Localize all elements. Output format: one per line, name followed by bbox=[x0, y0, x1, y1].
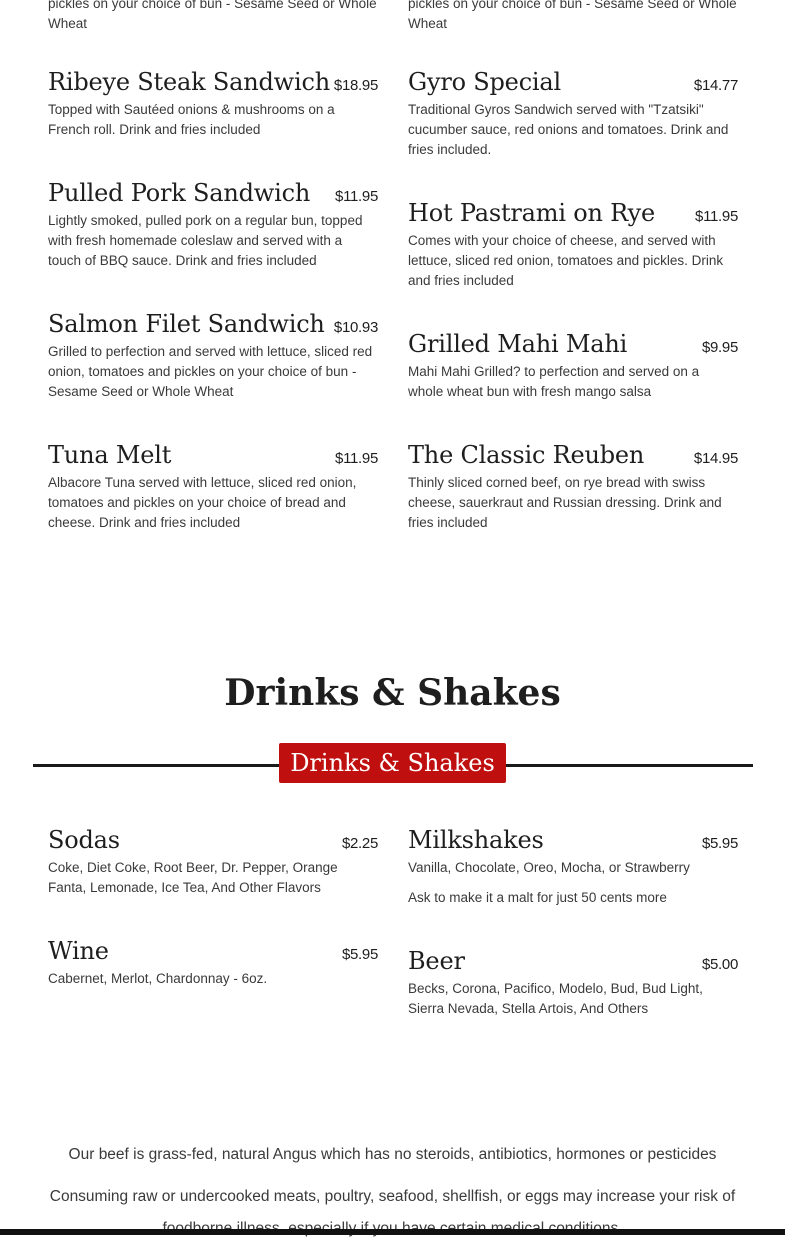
item-price: $2.25 bbox=[341, 835, 378, 852]
item-name: Milkshakes bbox=[408, 826, 544, 854]
footer-note-beef: Our beef is grass-fed, natural Angus which has no steroids, antibiotics, hormones or pesticides bbox=[68, 1146, 717, 1163]
item-name: Sodas bbox=[48, 826, 120, 854]
item-price: $10.93 bbox=[333, 319, 378, 336]
item-name: Grilled Mahi Mahi bbox=[408, 330, 628, 358]
menu-item bbox=[48, 309, 378, 402]
menu-item bbox=[48, 67, 378, 140]
item-price: $14.95 bbox=[693, 450, 738, 467]
menu-item bbox=[408, 198, 738, 291]
item-name: The Classic Reuben bbox=[408, 441, 645, 469]
menu-item bbox=[408, 946, 738, 1019]
item-price: $14.77 bbox=[693, 77, 738, 94]
menu-item bbox=[48, 936, 378, 989]
menu-item bbox=[48, 440, 378, 533]
footer-note-health-warning: Consuming raw or undercooked meats, poultry, seafood, shellfish, or eggs may increase your risk of bbox=[49, 1188, 736, 1205]
menu-item bbox=[408, 329, 738, 402]
item-description: Grilled to perfection and served with lettuce, sliced red onion, tomatoes and pickles on your choice of bun - Sesame Seed or Whole Wheat bbox=[48, 344, 373, 399]
item-price: $18.95 bbox=[333, 77, 378, 94]
menu-item bbox=[408, 825, 738, 908]
item-description: Comes with your choice of cheese, and served with lettuce, sliced red onion, tomatoes and pickles. Drink and fries included bbox=[408, 233, 724, 288]
item-description: Thinly sliced corned beef, on rye bread with swiss cheese, sauerkraut and Russian dressing. Drink and fries included bbox=[408, 475, 722, 530]
item-name: Ribeye Steak Sandwich bbox=[48, 68, 330, 96]
item-description: Traditional Gyros Sandwich served with "Tzatsiki" cucumber sauce, red onions and tomatoes. Drink and fries included. bbox=[408, 102, 729, 157]
item-description: Topped with Sautéed onions & mushrooms on a French roll. Drink and fries included bbox=[48, 102, 335, 137]
item-price: $5.95 bbox=[701, 835, 738, 852]
item-description-fragment: pickles on your choice of bun - Sesame Seed or Whole Wheat bbox=[408, 0, 737, 31]
item-name: Wine bbox=[48, 937, 109, 965]
item-description: Mahi Mahi Grilled? to perfection and served on a whole wheat bun with fresh mango salsa bbox=[408, 364, 700, 399]
menu-item bbox=[48, 825, 378, 898]
item-description: Albacore Tuna served with lettuce, sliced red onion, tomatoes and pickles on your choice of bread and cheese. Drink and fries included bbox=[48, 475, 357, 530]
item-description: Vanilla, Chocolate, Oreo, Mocha, or Strawberry bbox=[408, 860, 690, 875]
item-note: Ask to make it a malt for just 50 cents more bbox=[408, 890, 667, 905]
item-name: Tuna Melt bbox=[48, 441, 172, 469]
item-description: Coke, Diet Coke, Root Beer, Dr. Pepper, Orange Fanta, Lemonade, Ice Tea, And Other Flavors bbox=[48, 860, 338, 895]
item-price: $11.95 bbox=[335, 450, 378, 467]
item-name: Gyro Special bbox=[408, 68, 561, 96]
item-description: Lightly smoked, pulled pork on a regular bun, topped with fresh homemade coleslaw and served with a touch of BBQ sauce. Drink and fries included bbox=[48, 213, 363, 268]
item-price: $5.00 bbox=[701, 956, 738, 973]
item-name: Beer bbox=[408, 947, 465, 975]
bottom-bar bbox=[0, 1229, 785, 1235]
item-price: $11.95 bbox=[335, 188, 378, 205]
item-description-fragment: pickles on your choice of bun - Sesame Seed or Whole Wheat bbox=[48, 0, 377, 31]
menu-item bbox=[48, 178, 378, 271]
menu-item bbox=[408, 67, 738, 160]
item-price: $11.95 bbox=[695, 208, 738, 225]
item-description: Becks, Corona, Pacifico, Modelo, Bud, Bud Light, Sierra Nevada, Stella Artois, And Others bbox=[408, 981, 703, 1016]
item-name: Hot Pastrami on Rye bbox=[408, 199, 655, 227]
section-title: Drinks & Shakes bbox=[224, 672, 561, 714]
item-name: Pulled Pork Sandwich bbox=[48, 179, 311, 207]
item-price: $9.95 bbox=[701, 339, 738, 356]
menu-item bbox=[408, 440, 738, 533]
section-badge: Drinks & Shakes bbox=[279, 743, 506, 783]
item-description: Cabernet, Merlot, Chardonnay - 6oz. bbox=[48, 971, 268, 986]
item-name: Salmon Filet Sandwich bbox=[48, 310, 325, 338]
item-price: $5.95 bbox=[341, 946, 378, 963]
